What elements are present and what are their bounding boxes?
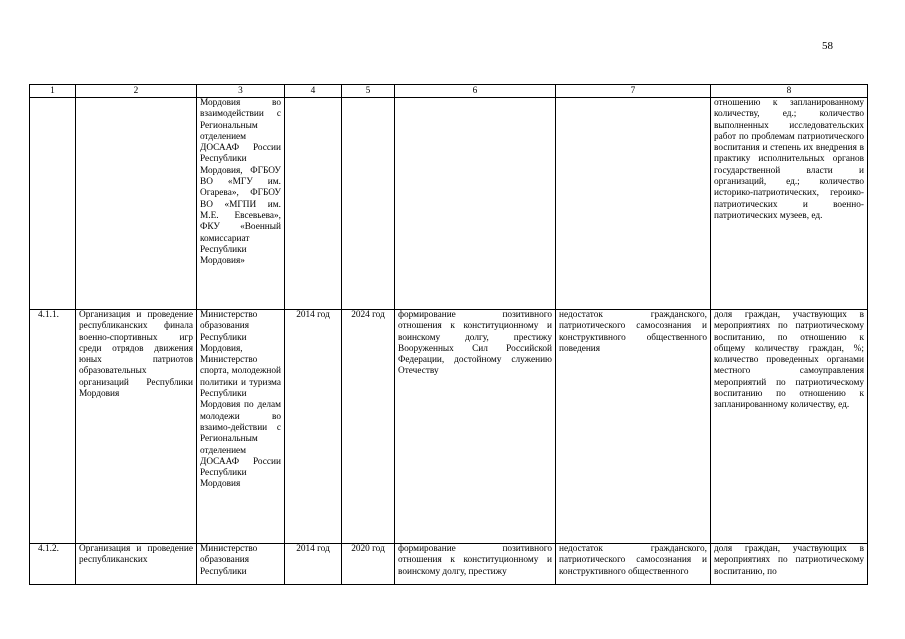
indicators: доля граждан, участвующих в мероприятиях по патриотическому воспитанию, по	[711, 544, 868, 585]
header-cell: 3	[197, 85, 285, 98]
expected-result: формирование позитивного отношения к конституционному и воинскому долгу, престижу Вооруженных Сил Российской Федерации, достойному служению Отечеству	[395, 310, 556, 544]
start-year: 2014 год	[285, 310, 342, 544]
header-row	[30, 85, 868, 98]
program-table	[29, 84, 868, 585]
row-number: 4.1.1.	[30, 310, 76, 544]
indicators: доля граждан, участвующих в мероприятиях по патриотическому воспитанию, по отношению к общему количеству граждан, %; количество проведенных органами местного самоуправления мероприятий по патриотическому воспитанию по отношению к запланированному количеству, ед.	[711, 310, 868, 544]
header-cell: 2	[76, 85, 197, 98]
risk: недостаток гражданского, патриотического самосознания и конструктивного общественного	[556, 544, 711, 585]
header-cell: 4	[285, 85, 342, 98]
expected-result	[395, 98, 556, 310]
end-year: 2024 год	[342, 310, 395, 544]
executors: Мордовия во взаимодействии с Региональным отделением ДОСААФ России Республики Мордовия, ФГБОУ ВО «МГУ им. Огарева», ФГБОУ ВО «МГПИ им. М.Е. Евсевьева», ФКУ «Военный комиссариат Республики Мордовия»	[197, 98, 285, 310]
header-cell: 7	[556, 85, 711, 98]
header-cell: 6	[395, 85, 556, 98]
risk: недостаток гражданского, патриотического самосознания и конструктивного общественного поведения	[556, 310, 711, 544]
table-row	[30, 544, 868, 585]
header-cell: 1	[30, 85, 76, 98]
row-number: 4.1.2.	[30, 544, 76, 585]
page-number: 58	[822, 40, 833, 52]
table-row	[30, 98, 868, 310]
header-cell: 8	[711, 85, 868, 98]
event-name	[76, 98, 197, 310]
risk	[556, 98, 711, 310]
end-year: 2020 год	[342, 544, 395, 585]
table-row	[30, 310, 868, 544]
expected-result: формирование позитивного отношения к конституционному и воинскому долгу, престижу	[395, 544, 556, 585]
event-name: Организация и проведение республиканских финала военно-спортивных игр среди отрядов движения юных патриотов образовательных организаций Республики Мордовия	[76, 310, 197, 544]
end-year	[342, 98, 395, 310]
start-year: 2014 год	[285, 544, 342, 585]
start-year	[285, 98, 342, 310]
header-cell: 5	[342, 85, 395, 98]
executors: Министерство образования Республики Мордовия, Министерство спорта, молодежной политики и туризма Республики Мордовия по делам молодежи во взаимо-действии с Региональным отделением ДОСААФ России Республики Мордовия	[197, 310, 285, 544]
indicators: отношению к запланированному количеству, ед.; количество выполненных исследовательских работ по проблемам патриотического воспитания и степень их внедрения в практику исполнительных органов государственной власти и организаций, ед.; количество историко-патриотических, героико-патриотических и военно-патриотических музеев, ед.	[711, 98, 868, 310]
executors: Министерство образования Республики	[197, 544, 285, 585]
row-number	[30, 98, 76, 310]
event-name: Организация и проведение республиканских	[76, 544, 197, 585]
